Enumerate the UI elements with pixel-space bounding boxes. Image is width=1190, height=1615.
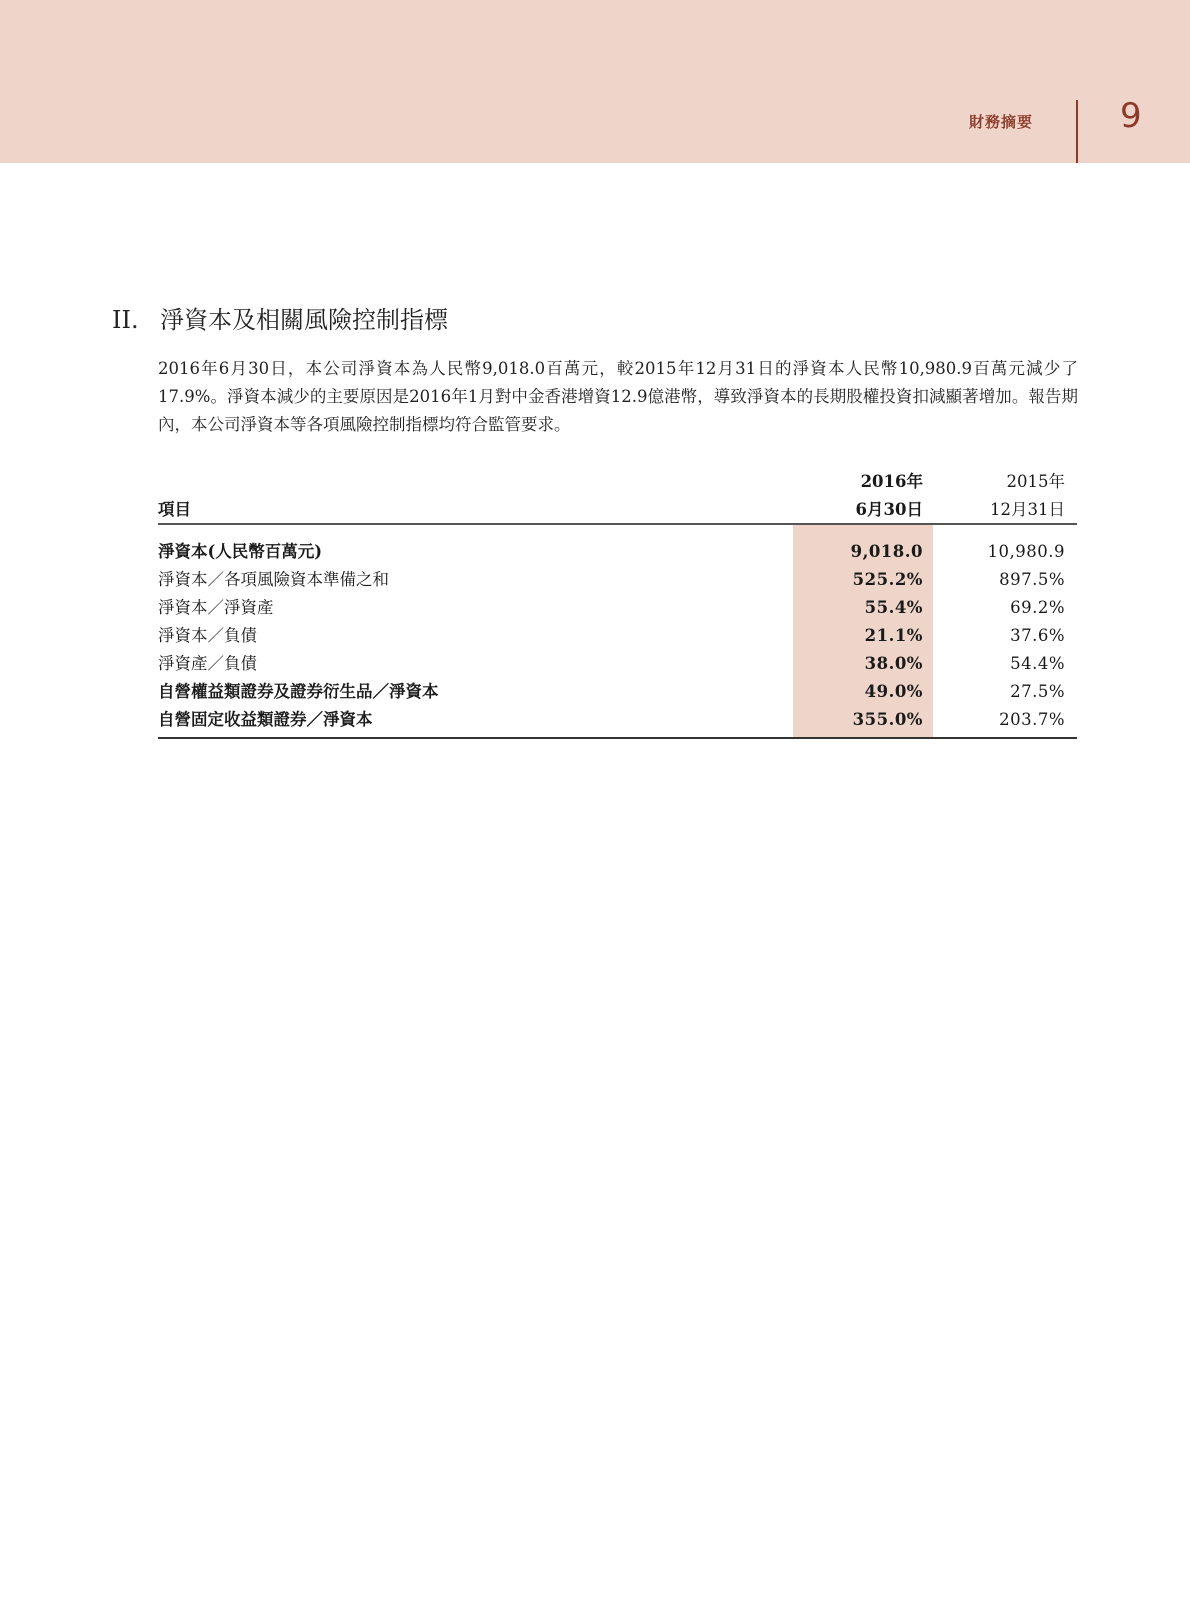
section-number: II. xyxy=(112,306,139,334)
row-value-2016: 38.0% xyxy=(864,654,923,673)
row-label: 淨資本／各項風險資本準備之和 xyxy=(158,570,389,589)
header-item: 項目 xyxy=(158,500,191,519)
row-value-2016: 21.1% xyxy=(864,626,923,645)
table-row xyxy=(158,566,1077,594)
running-header-section: 財務摘要 xyxy=(968,113,1033,131)
header-2016 xyxy=(783,468,923,524)
table-header xyxy=(158,462,1077,524)
page-number: 9 xyxy=(1120,96,1142,136)
table-row xyxy=(158,678,1077,706)
header-band xyxy=(0,0,1190,163)
row-label: 自營權益類證券及證券衍生品／淨資本 xyxy=(158,682,439,701)
row-value-2016: 49.0% xyxy=(864,682,923,701)
header-2016-date: 6月30日 xyxy=(855,500,923,519)
row-label: 淨資本／淨資產 xyxy=(158,598,274,617)
section-title: 淨資本及相關風險控制指標 xyxy=(160,306,448,334)
row-value-2016: 55.4% xyxy=(864,598,923,617)
row-value-2015: 203.7% xyxy=(999,710,1065,729)
risk-indicator-table xyxy=(158,462,1077,729)
row-value-2015: 897.5% xyxy=(999,570,1065,589)
table-row xyxy=(158,538,1077,566)
header-2016-year: 2016年 xyxy=(860,472,923,491)
row-label: 淨資產／負債 xyxy=(158,654,257,673)
header-2015-year: 2015年 xyxy=(1006,472,1065,491)
row-value-2015: 37.6% xyxy=(1010,626,1065,645)
row-label: 淨資本(人民幣百萬元) xyxy=(158,542,323,561)
row-value-2015: 27.5% xyxy=(1010,682,1065,701)
section-paragraph: 2016年6月30日，本公司淨資本為人民幣9,018.0百萬元，較2015年12月31日的淨資本人民幣10,980.9百萬元減少了17.9%。淨資本減少的主要原因是2016年1月對中金香港增資12.9億港幣，導致淨資本的長期股權投資扣減顯著增加。報告期內，本公司淨資本等各項風險控制指標均符合監管要求。 xyxy=(158,359,1078,434)
table-top-rule xyxy=(158,523,1077,525)
row-value-2016: 525.2% xyxy=(852,570,923,589)
row-value-2015: 54.4% xyxy=(1010,654,1065,673)
row-label: 淨資本／負債 xyxy=(158,626,257,645)
row-value-2015: 69.2% xyxy=(1010,598,1065,617)
row-value-2016: 355.0% xyxy=(852,710,923,729)
header-divider xyxy=(1076,100,1078,163)
header-2015-date: 12月31日 xyxy=(990,500,1065,519)
row-value-2016: 9,018.0 xyxy=(850,542,923,561)
table-body xyxy=(158,538,1077,734)
row-value-2015: 10,980.9 xyxy=(987,542,1065,561)
table-row xyxy=(158,706,1077,734)
table-row xyxy=(158,650,1077,678)
section-heading xyxy=(112,300,448,335)
table-bottom-rule xyxy=(158,737,1077,739)
header-2015 xyxy=(925,468,1065,524)
row-label: 自營固定收益類證券／淨資本 xyxy=(158,710,373,729)
table-row xyxy=(158,594,1077,622)
table-row xyxy=(158,622,1077,650)
